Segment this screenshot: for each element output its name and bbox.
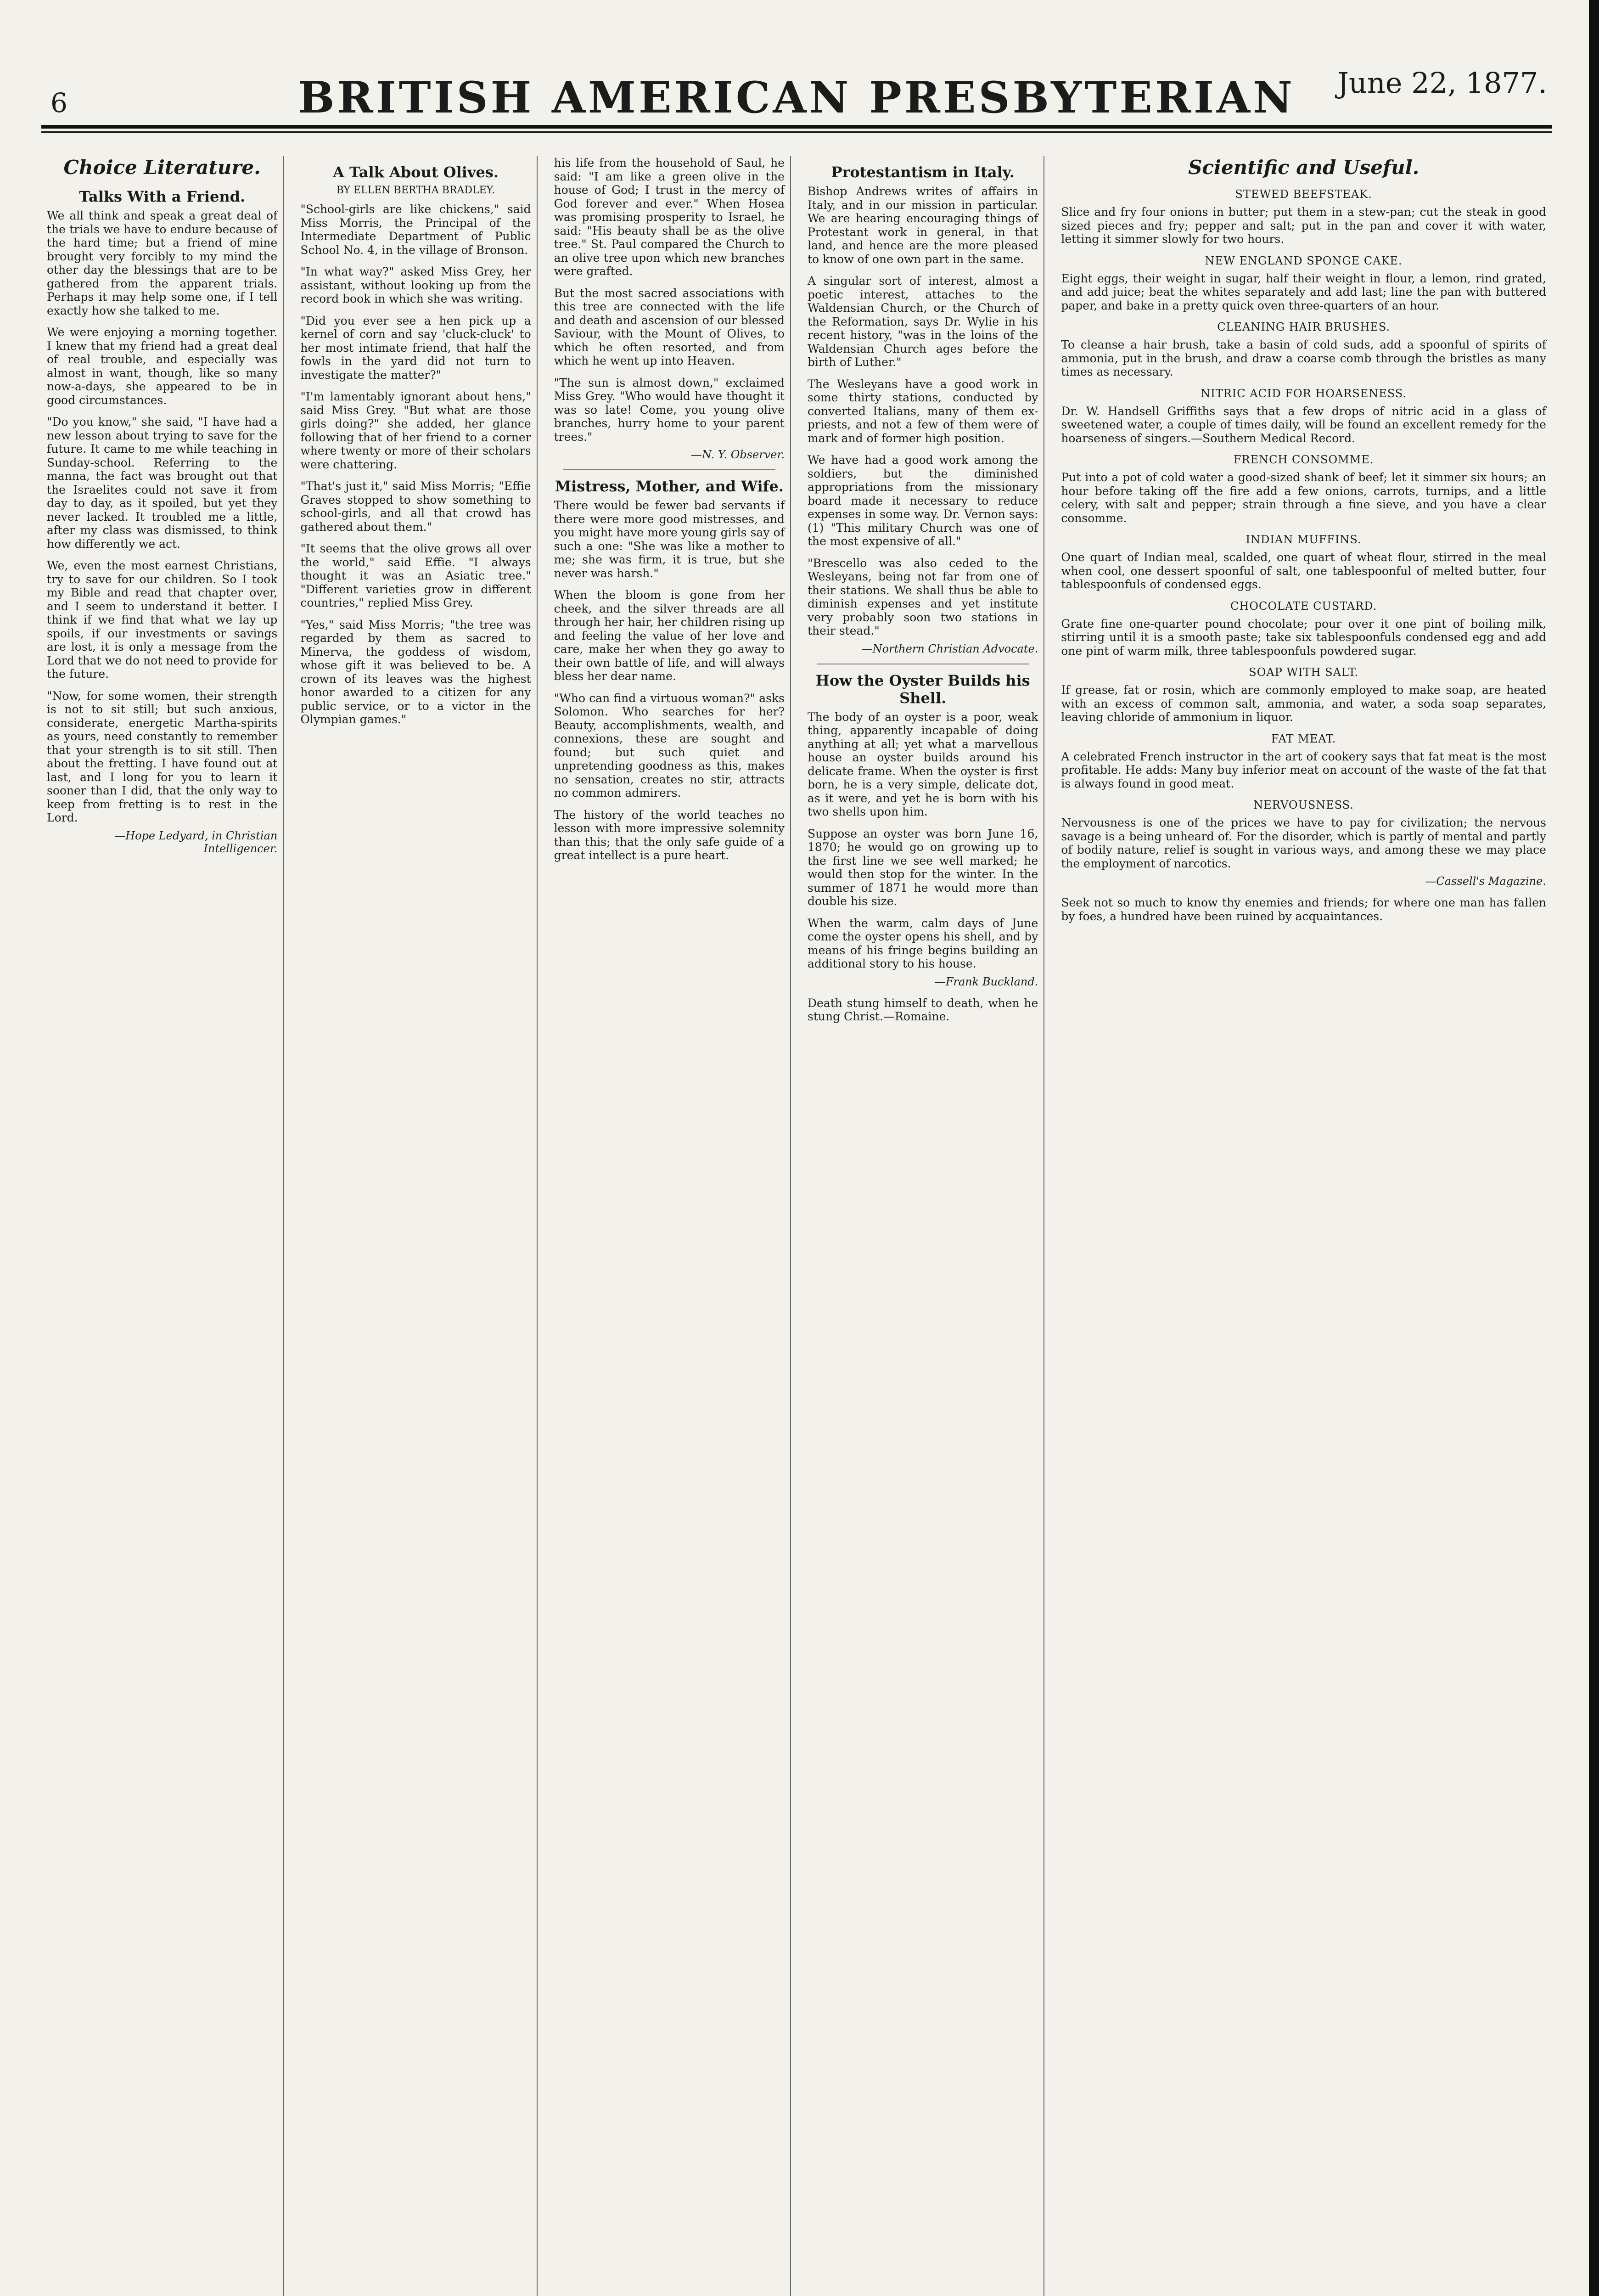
issue-date: June 22, 1877. [1337, 66, 1547, 100]
recipe-text: Grate fine one-quarter pound chocolate; pour over it one pint of boiling milk, stirring until it is a smooth paste; take six tablespoonfuls condensed egg and add one pint of warm milk, three tablespoonfuls powdered sugar. [1061, 617, 1546, 658]
closing-line: Seek not so much to know thy enemies and friends; for where one man has fallen by foes, a hundred have been ruined by acquaintances. [1061, 896, 1546, 923]
paragraph: "Brescello was also ceded to the Wesleyans, being not far from one of their stations. We shall thus be able to diminish expenses and yet institute very probably soon two stations in their stead." [807, 556, 1038, 637]
paragraph: The history of the world teaches no lesson with more impressive solemnity than this; that the only safe guide of a great intellect is a pure heart. [554, 808, 785, 862]
paragraph: A singular sort of interest, almost a poetic interest, attaches to the Waldensian Church, or the Church of the Reformation, says Dr. Wylie in his recent history, "was in the loins of the Waldensian Church ages before the birth of Luther." [807, 274, 1038, 369]
recipe-title: CLEANING HAIR BRUSHES. [1217, 321, 1391, 333]
paragraph: his life from the household of Saul, he said: "I am like a green olive in the house of God; I trust in the mercy of God forever and ever." When Hosea was promising prosperity to Israel, he said: "His beauty shall be as the olive tree." St. Paul compared the Church to an olive tree upon which new branches were grafted. [554, 156, 785, 278]
article-signature: —Cassell's Magazine. [1425, 875, 1546, 888]
article-title-protestantism-italy: Protestantism in Italy. [831, 163, 1015, 181]
paragraph: "Do you know," she said, "I have had a new lesson about trying to save for the future. It came to me while teaching in Sunday-school. Referring to the manna, the fact was brought out that the Israelites could not save it from day to day, as it spoiled, but yet they never lacked. It troubled me a little, after my class was dismissed, to think how differently we act. [47, 415, 278, 551]
paragraph: We all think and speak a great deal of the trials we have to endure because of the hard time; but a friend of mine brought very forcibly to my mind the other day the blessings that are to be gathered from the apparent trials. Perhaps it may help some one, if I tell exactly how she talked to me. [47, 209, 278, 317]
recipe-title: INDIAN MUFFINS. [1246, 533, 1362, 546]
paragraph: Suppose an oyster was born June 16, 1870; he would go on growing up to the first line we see well marked; he would then stop for the winter. In the summer of 1871 he would more than double his size. [807, 827, 1038, 908]
recipe-title: NITRIC ACID FOR HOARSENESS. [1201, 387, 1407, 400]
article-title-talks-with-a-friend: Talks With a Friend. [79, 188, 246, 205]
paragraph: When the warm, calm days of June come the oyster opens his shell, and by means of his fringe begins building an additional story to his house. [807, 916, 1038, 970]
article-signature: —Hope Ledyard, in Christian Intelligencer. [114, 829, 278, 855]
section-title-choice-literature: Choice Literature. [63, 156, 261, 179]
recipe-title: CHOCOLATE CUSTARD. [1230, 599, 1377, 613]
column-3 [549, 156, 791, 2296]
recipe-text: If grease, fat or rosin, which are commonly employed to make soap, are heated with an excess of common salt, ammonia, and water, a soda soap separates, leaving chloride of ammonium in liquor. [1061, 683, 1546, 724]
masthead-rule-thin [41, 131, 1552, 133]
article-byline: BY ELLEN BERTHA BRADLEY. [336, 185, 495, 196]
paper-title: BRITISH AMERICAN PRESBYTERIAN [298, 73, 1295, 123]
recipe-text: One quart of Indian meal, scalded, one quart of wheat flour, stirred in the meal when cool, one dessert spoonful of salt, one tablespoonful of melted butter, four tablespoonfuls of condensed eggs. [1061, 551, 1546, 591]
page-number: 6 [50, 87, 67, 118]
paragraph: "Did you ever see a hen pick up a kernel of corn and say 'cluck-cluck' to her most intimate friend, that half the fowls in the yard did not turn to investigate the matter?" [300, 314, 531, 382]
recipe-text: Put into a pot of cold water a good-sized shank of beef; let it simmer six hours; an hour before taking off the fire add a few onions, carrots, turnips, and a little celery, with salt and pepper; strain through a fine sieve, and you have a clear consomme. [1061, 471, 1546, 525]
article-title-oyster-shell: How the Oyster Builds his Shell. [815, 671, 1030, 707]
article-signature: —Frank Buckland. [934, 975, 1038, 988]
paragraph: When the bloom is gone from her cheek, and the silver threads are all through her hair, her children rising up and feeling the value of her love and care, make her when they go away to their own battle of life, and will always bless her dear name. [554, 588, 785, 683]
paragraph: There would be fewer bad servants if there were more good mistresses, and you might have more young girls say of such a one: "She was like a mother to me; she was firm, it is true, but she never was harsh." [554, 499, 785, 580]
recipe-text: A celebrated French instructor in the art of cookery says that fat meat is the most profitable. He adds: Many buy inferior meat on account of the waste of the fat that is always found in good meat. [1061, 749, 1546, 790]
recipe-title: NERVOUSNESS. [1253, 799, 1354, 811]
paragraph: The Wesleyans have a good work in some thirty stations, conducted by converted Italians, many of them ex-priests, and not a few of them were of mark and of former high position. [807, 377, 1038, 445]
article-signature: —N. Y. Observer. [690, 448, 785, 461]
paragraph: "The sun is almost down," exclaimed Miss Grey. "Who would have thought it was so late! Come, you young olive branches, hurry home to your parent trees." [554, 376, 785, 444]
paragraph: "In what way?" asked Miss Grey, her assistant, without looking up from the record book in which she was writing. [300, 265, 531, 305]
recipe-title: FRENCH CONSOMME. [1233, 453, 1374, 466]
paragraph: But the most sacred associations with this tree are connected with the life and death and ascension of our blessed Saviour, with the Mount of Olives, to which he often resorted, and from which he went up into Heaven. [554, 286, 785, 367]
recipe-text: Slice and fry four onions in butter; put them in a stew-pan; cut the steak in good sized pieces and fry; pepper and salt; put in the pan and cover it with water, letting it simmer slowly for two hours. [1061, 205, 1546, 246]
paragraph: "Yes," said Miss Morris; "the tree was regarded by them as sacred to Minerva, the goddess of wisdom, whose gift it was believed to be. A crown of its leaves was the highest honor awarded to a citizen for any public service, or to a victor in the Olympian games." [300, 618, 531, 726]
column-1 [41, 156, 284, 2296]
paragraph: We were enjoying a morning together. I knew that my friend had a great deal of real trouble, and especially was almost in want, though, like so many now-a-days, she appeared to be in good circumstances. [47, 326, 278, 407]
recipe-text: Nervousness is one of the prices we have to pay for civilization; the nervous savage is a being unheard of. For the disorder, which is partly of mental and partly of bodily nature, relief is sought in various ways, and among these we may place the employment of narcotics. [1061, 816, 1546, 870]
paragraph: We, even the most earnest Christians, try to save for our children. So I took my Bible and read that chapter over, and I seem to understand it better. I think if we find that what we lay up spoils, if our investments or savings are lost, it is only a message from the Lord that we do not need to provide for the future. [47, 559, 278, 681]
column-5-6 [1055, 156, 1552, 2296]
recipe-title: SOAP WITH SALT. [1249, 666, 1359, 679]
paragraph: We have had a good work among the soldiers, but the diminished appropriations from the missionary board made it necessary to reduce expenses in some way. Dr. Vernon says: (1) "This military Church was one of the most expensive of all." [807, 453, 1038, 548]
masthead [41, 55, 1552, 152]
article-title-olives: A Talk About Olives. [333, 163, 499, 181]
paragraph: "I'm lamentably ignorant about hens," said Miss Grey. "But what are those girls doing?" she added, her glance following that of her friend to a corner where twenty or more of their scholars were chattering. [300, 390, 531, 471]
recipe-text: Eight eggs, their weight in sugar, half their weight in flour, a lemon, rind grated, and add juice; beat the whites separately and add last; line the pan with buttered paper, and bake in a pretty quick oven three-quarters of an hour. [1061, 271, 1546, 312]
paragraph: "School-girls are like chickens," said Miss Morris, the Principal of the Intermediate Department of Public School No. 4, in the village of Bronson. [300, 203, 531, 257]
column-2 [295, 156, 537, 2296]
closing-line: Death stung himself to death, when he stung Christ.—Romaine. [807, 996, 1038, 1023]
paragraph: Bishop Andrews writes of affairs in Italy, and in our mission in particular. We are hearing encouraging things of Protestant work in general, in that land, and hence are the more pleased to know of one own part in the same. [807, 185, 1038, 266]
paragraph: The body of an oyster is a poor, weak thing, apparently incapable of doing anything at all; yet what a marvellous house an oyster builds around his delicate frame. When the oyster is first born, he is a very simple, delicate dot, as it were, and yet he is born with his two shells upon him. [807, 710, 1038, 818]
paragraph: "That's just it," said Miss Morris; "Effie Graves stopped to show something to school-girls, and all that crowd has gathered about them." [300, 479, 531, 534]
column-4 [802, 156, 1044, 2296]
article-columns [41, 156, 1552, 2296]
article-divider [563, 469, 775, 470]
recipe-title: FAT MEAT. [1271, 732, 1336, 745]
article-signature: —Northern Christian Advocate. [861, 642, 1038, 655]
article-title-mistress-mother-wife: Mistress, Mother, and Wife. [555, 478, 784, 495]
masthead-rule-thick [41, 125, 1552, 129]
recipe-text: Dr. W. Handsell Griffiths says that a few drops of nitric acid in a glass of sweetened water, a couple of times daily, will be found an excellent remedy for the hoarseness of singers.—Southern Medical Record. [1061, 404, 1546, 445]
page-edge-shadow [1589, 0, 1599, 2296]
recipe-title: NEW ENGLAND SPONGE CAKE. [1205, 254, 1403, 267]
paragraph: "Who can find a virtuous woman?" asks Solomon. Who searches for her? Beauty, accomplishments, wealth, and connexions, these are sought and found; but such quiet and unpretending goodness as this, makes no sensation, creates no stir, attracts no common admirers. [554, 691, 785, 799]
section-title-scientific-useful: Scientific and Useful. [1188, 156, 1419, 179]
paragraph: "Now, for some women, their strength is not to sit still; but such anxious, considerate, energetic Martha-spirits as yours, need constantly to remember that your strength is to sit still. Then about the fretting. I have found out at last, and I long for you to learn it sooner than I did, that the only way to keep from fretting is to rest in the Lord. [47, 689, 278, 824]
recipe-title: STEWED BEEFSTEAK. [1235, 188, 1372, 201]
paragraph: "It seems that the olive grows all over the world," said Effie. "I always thought it was an Asiatic tree." "Different varieties grow in different countries," replied Miss Grey. [300, 542, 531, 609]
recipe-text: To cleanse a hair brush, take a basin of cold suds, add a spoonful of spirits of ammonia, put in the brush, and draw a coarse comb through the bristles as many times as necessary. [1061, 338, 1546, 378]
